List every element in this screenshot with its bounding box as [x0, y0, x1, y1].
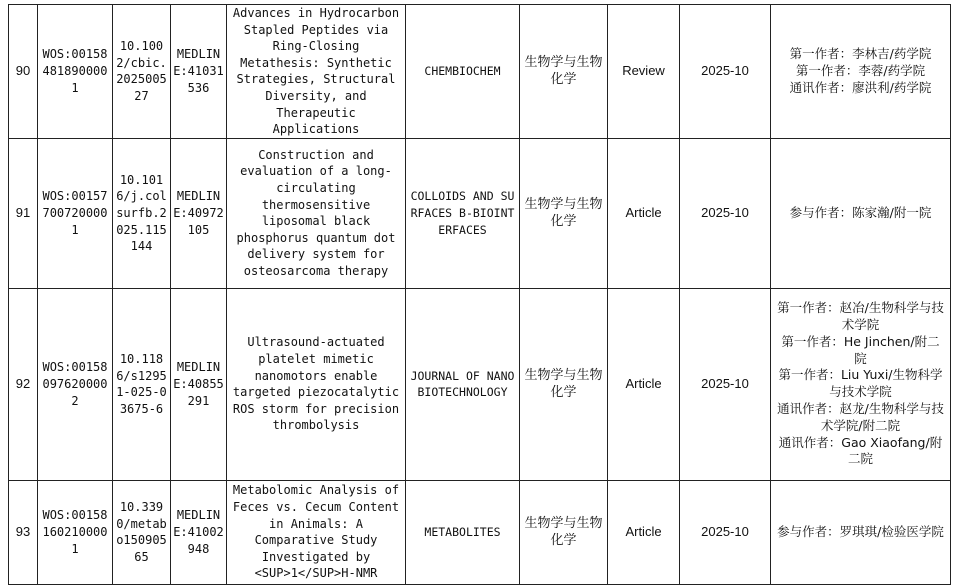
doi: 10.1002/cbic.202500527 — [113, 5, 171, 139]
journal-name: JOURNAL OF NANOBIOTECHNOLOGY — [406, 288, 520, 480]
medline-id: MEDLINE:41031536 — [171, 5, 227, 139]
table-row — [9, 5, 951, 139]
author-list — [771, 138, 951, 288]
document-type: Review — [608, 5, 680, 139]
publication-date: 2025-10 — [680, 480, 771, 584]
doi: 10.1016/j.colsurfb.2025.115144 — [113, 138, 171, 288]
row-number: 91 — [9, 138, 38, 288]
subject-category: 生物学与生物化学 — [520, 5, 608, 139]
author-entry: 第一作者：李蓉/药学院 — [795, 62, 926, 78]
article-title: Ultrasound-actuated platelet mimetic nanomotors enable targeted piezocatalytic ROS storm for precision thrombolysis — [227, 288, 406, 480]
author-list — [771, 5, 951, 139]
publication-date: 2025-10 — [680, 288, 771, 480]
subject-category: 生物学与生物化学 — [520, 288, 608, 480]
document-type: Article — [608, 480, 680, 584]
document-type: Article — [608, 288, 680, 480]
wos-id: WOS:001577007200001 — [38, 138, 113, 288]
subject-category: 生物学与生物化学 — [520, 138, 608, 288]
publication-date: 2025-10 — [680, 5, 771, 139]
subject-category: 生物学与生物化学 — [520, 480, 608, 584]
wos-id: WOS:001580976200002 — [38, 288, 113, 480]
author-list — [771, 480, 951, 584]
author-entry: 通讯作者：Gao Xiaofang/附二院 — [778, 434, 943, 467]
table-row — [9, 480, 951, 584]
wos-id: WOS:001581602100001 — [38, 480, 113, 584]
doi: 10.1186/s12951-025-03675-6 — [113, 288, 171, 480]
medline-id: MEDLINE:40972105 — [171, 138, 227, 288]
publication-table — [8, 4, 951, 585]
row-number: 93 — [9, 480, 38, 584]
author-entry: 第一作者：李林吉/药学院 — [789, 46, 932, 62]
author-entry: 参与作者：陈家瀚/附一院 — [789, 204, 932, 220]
author-entry: 第一作者：He Jinchen/附二院 — [781, 333, 940, 366]
article-title: Metabolomic Analysis of Feces vs. Cecum Content in Animals: A Comparative Study Investigated by <SUP>1</SUP>H-NMR — [227, 480, 406, 584]
author-entry: 第一作者：Liu Yuxi/生物科学与技术学院 — [778, 367, 943, 400]
table-row — [9, 138, 951, 288]
wos-id: WOS:001584818900001 — [38, 5, 113, 139]
journal-name: METABOLITES — [406, 480, 520, 584]
table-row — [9, 288, 951, 480]
journal-name: CHEMBIOCHEM — [406, 5, 520, 139]
article-title: Construction and evaluation of a long-circulating thermosensitive liposomal black phosphorus quantum dot delivery system for osteosarcoma therapy — [227, 138, 406, 288]
medline-id: MEDLINE:40855291 — [171, 288, 227, 480]
doi: 10.3390/metabo15090565 — [113, 480, 171, 584]
author-entry: 通讯作者：廖洪利/药学院 — [789, 79, 932, 95]
author-entry: 通讯作者：赵龙/生物科学与技术学院/附二院 — [777, 401, 944, 433]
article-title: Advances in Hydrocarbon Stapled Peptides via Ring-Closing Metathesis: Synthetic Strategies, Structural Diversity, and Therapeutic Applications — [227, 5, 406, 139]
document-type: Article — [608, 138, 680, 288]
publication-date: 2025-10 — [680, 138, 771, 288]
row-number: 92 — [9, 288, 38, 480]
author-list — [771, 288, 951, 480]
author-entry: 参与作者：罗琪琪/检验医学院 — [777, 523, 944, 539]
author-entry: 第一作者：赵冶/生物科学与技术学院 — [777, 300, 944, 333]
journal-name: COLLOIDS AND SURFACES B-BIOINTERFACES — [406, 138, 520, 288]
medline-id: MEDLINE:41002948 — [171, 480, 227, 584]
row-number: 90 — [9, 5, 38, 139]
